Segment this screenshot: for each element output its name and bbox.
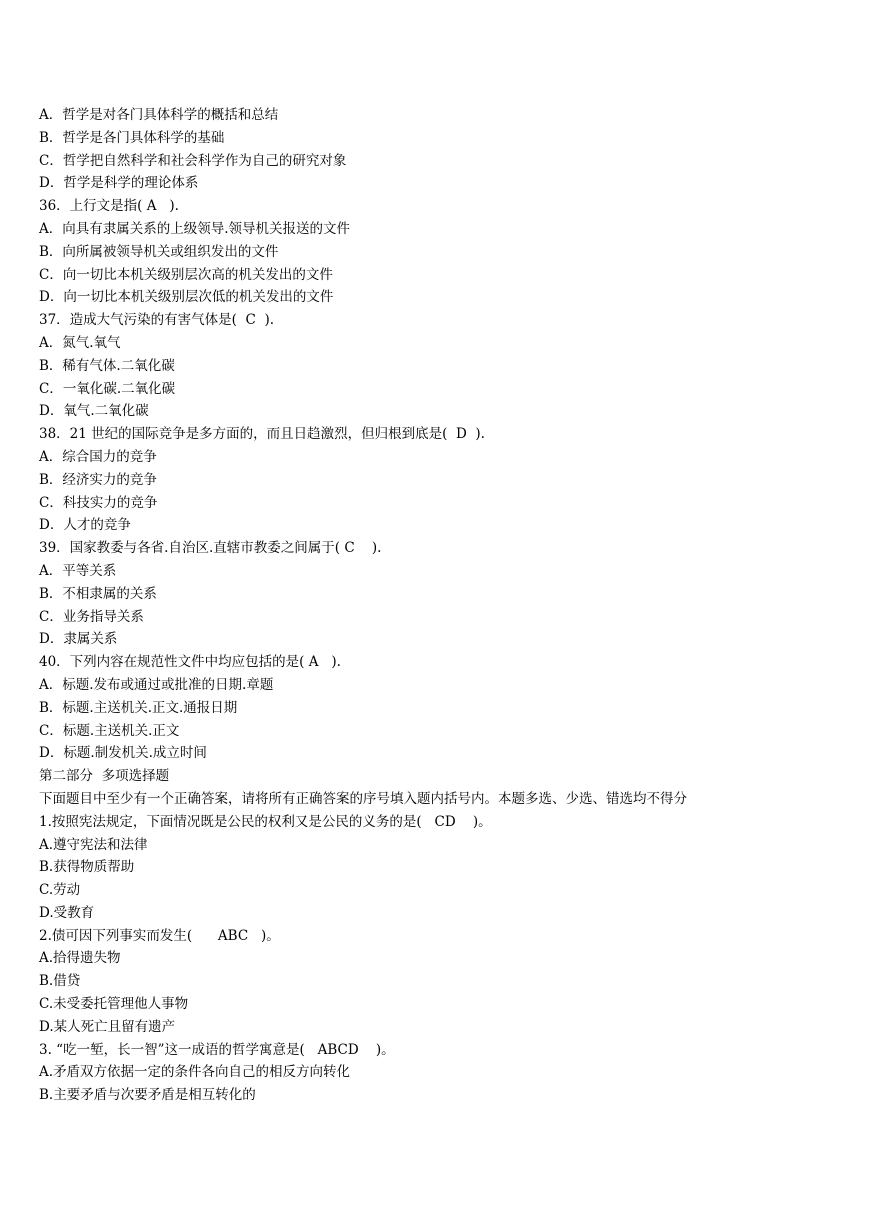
text-line: C．向一切比本机关级别层次高的机关发出的文件 bbox=[39, 266, 333, 283]
text-line: A.遵守宪法和法律 bbox=[39, 836, 148, 853]
text-line: A．综合国力的竞争 bbox=[39, 448, 157, 465]
text-line: D．氧气.二氧化碳 bbox=[39, 403, 149, 420]
question-1: 1.按照宪法规定，下面情况既是公民的权利又是公民的义务的是( CD )。 bbox=[39, 813, 492, 830]
question-3: 3. “吃一堑，长一智”这一成语的哲学寓意是( ABCD )。 bbox=[39, 1041, 395, 1058]
text-line: A.拾得遗失物 bbox=[39, 950, 121, 967]
text-line: C.劳动 bbox=[39, 882, 81, 899]
text-line: B.主要矛盾与次要矛盾是相互转化的 bbox=[39, 1087, 256, 1104]
text-line: D.某人死亡且留有遗产 bbox=[39, 1018, 176, 1035]
text-line: B.获得物质帮助 bbox=[39, 859, 135, 876]
text-line: C.未受委托管理他人事物 bbox=[39, 996, 189, 1013]
text-line: B．哲学是各门具体科学的基础 bbox=[39, 129, 225, 146]
text-line: A．标题.发布或通过或批准的日期.章题 bbox=[39, 676, 274, 693]
document-body bbox=[39, 104, 839, 1107]
text-line: D.受教育 bbox=[39, 904, 95, 921]
text-line: D．标题.制发机关.成立时间 bbox=[39, 745, 207, 762]
text-line: A．平等关系 bbox=[39, 562, 117, 579]
text-line: B．标题.主送机关.正文.通报日期 bbox=[39, 699, 238, 716]
text-line: B．不相隶属的关系 bbox=[39, 585, 157, 602]
text-line: A.矛盾双方依据一定的条件各向自己的相反方向转化 bbox=[39, 1064, 351, 1081]
text-line: C．一氧化碳.二氧化碳 bbox=[39, 380, 176, 397]
text-line: D．隶属关系 bbox=[39, 631, 118, 648]
question-37: 37．造成大气污染的有害气体是( C ). bbox=[39, 312, 274, 329]
text-line: D．向一切比本机关级别层次低的机关发出的文件 bbox=[39, 289, 334, 306]
text-line: B．向所属被领导机关或组织发出的文件 bbox=[39, 243, 279, 260]
text-line: C．标题.主送机关.正文 bbox=[39, 722, 180, 739]
section-instructions: 下面题目中至少有一个正确答案，请将所有正确答案的序号填入题内括号内。本题多选、少选、错选均不得分 bbox=[39, 790, 687, 807]
text-line: D．人才的竞争 bbox=[39, 517, 131, 534]
text-line: C．哲学把自然科学和社会科学作为自己的研究对象 bbox=[39, 152, 347, 169]
text-line: A．哲学是对各门具体科学的概括和总结 bbox=[39, 107, 279, 123]
text-line: A．向具有隶属关系的上级领导.领导机关报送的文件 bbox=[39, 220, 351, 237]
question-40: 40．下列内容在规范性文件中均应包括的是( A ). bbox=[39, 654, 341, 671]
text-line: B．稀有气体.二氧化碳 bbox=[39, 357, 175, 374]
text-line: C．科技实力的竞争 bbox=[39, 494, 158, 511]
question-2: 2.债可因下列事实而发生( ABC )。 bbox=[39, 927, 280, 944]
question-36: 36．上行文是指( A ). bbox=[39, 198, 179, 215]
text-line: A．氮气.氧气 bbox=[39, 334, 121, 351]
question-38: 38．21 世纪的国际竞争是多方面的，而且日趋激烈，但归根到底是( D ). bbox=[39, 426, 485, 443]
text-line: B.借贷 bbox=[39, 973, 81, 990]
text-line: B．经济实力的竞争 bbox=[39, 471, 157, 488]
question-39: 39．国家教委与各省.自治区.直辖市教委之间属于( C ). bbox=[39, 540, 382, 557]
text-line: D．哲学是科学的理论体系 bbox=[39, 175, 199, 192]
section-heading: 第二部分 多项选择题 bbox=[39, 768, 170, 785]
text-line: C．业务指导关系 bbox=[39, 608, 144, 625]
